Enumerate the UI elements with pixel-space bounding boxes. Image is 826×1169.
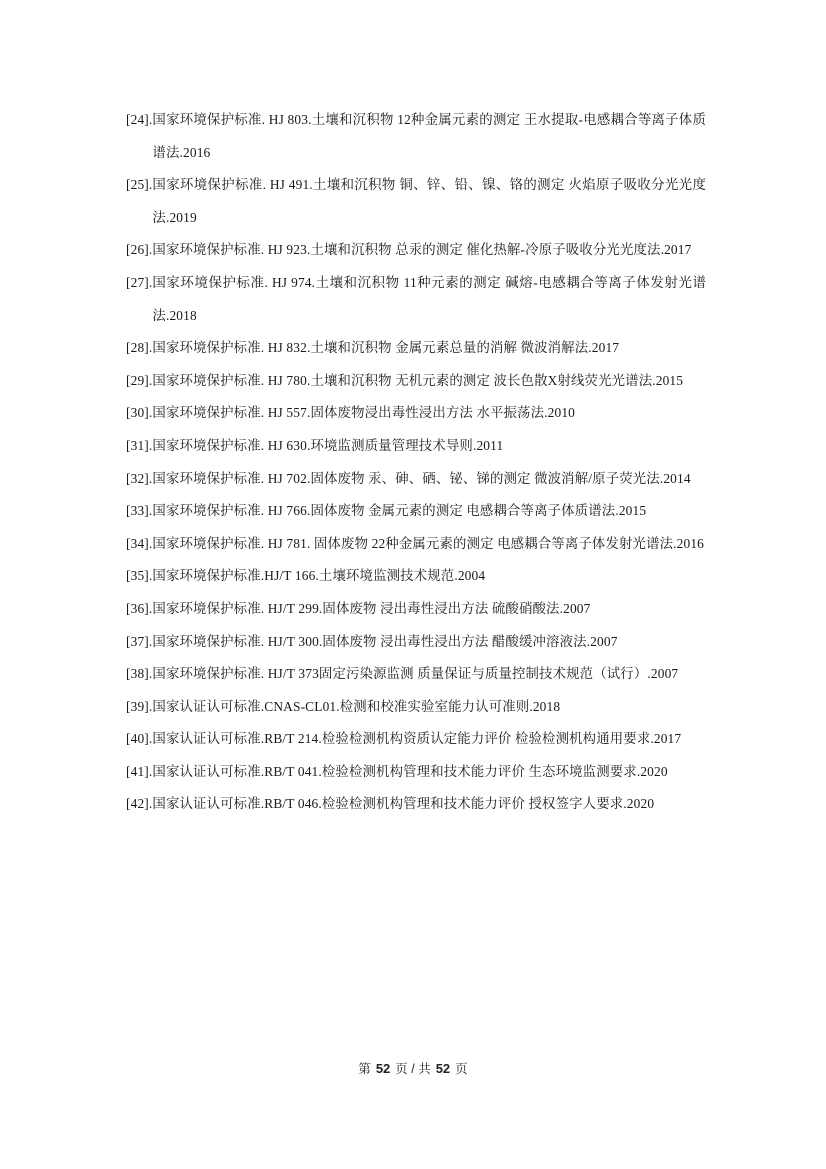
reference-number: [27]. bbox=[126, 274, 153, 290]
reference-item bbox=[126, 626, 706, 659]
reference-number: [26]. bbox=[126, 242, 153, 258]
reference-item bbox=[126, 365, 706, 398]
reference-number: [41]. bbox=[126, 763, 153, 779]
reference-text: 国家环境保护标准. HJ/T 300.固体废物 浸出毒性浸出方法 醋酸缓冲溶液法.2007 bbox=[152, 633, 618, 649]
reference-list bbox=[126, 104, 706, 821]
reference-text: 国家环境保护标准. HJ 557.固体废物浸出毒性浸出方法 水平振荡法.2010 bbox=[152, 405, 576, 421]
reference-text: 国家认证认可标准.CNAS-CL01.检测和校准实验室能力认可准则.2018 bbox=[152, 698, 561, 714]
reference-item bbox=[126, 691, 706, 724]
reference-item bbox=[126, 332, 706, 365]
reference-number: [24]. bbox=[126, 112, 153, 127]
reference-number: [31]. bbox=[126, 437, 153, 453]
reference-item bbox=[126, 560, 706, 593]
reference-text: 国家环境保护标准. HJ 766.固体废物 金属元素的测定 电感耦合等离子体质谱法.2015 bbox=[152, 503, 647, 519]
reference-item bbox=[126, 756, 706, 789]
reference-number: [36]. bbox=[126, 600, 153, 616]
reference-number: [42]. bbox=[126, 796, 153, 812]
footer-suffix: 页 bbox=[455, 1062, 468, 1076]
reference-text: 国家环境保护标准. HJ 491.土壤和沉积物 铜、锌、铅、镍、铬的测定 火焰原子吸收分光光度法.2019 bbox=[152, 177, 706, 225]
reference-number: [37]. bbox=[126, 633, 153, 649]
reference-text: 国家环境保护标准. HJ 923.土壤和沉积物 总汞的测定 催化热解-冷原子吸收分光光度法.2017 bbox=[152, 242, 692, 258]
page-footer bbox=[0, 1059, 826, 1077]
reference-item bbox=[126, 593, 706, 626]
reference-item bbox=[126, 267, 706, 332]
reference-item bbox=[126, 234, 706, 267]
footer-middle: 页 / 共 bbox=[395, 1062, 431, 1076]
reference-item bbox=[126, 104, 706, 169]
total-page-count: 52 bbox=[435, 1061, 451, 1076]
reference-item bbox=[126, 658, 706, 691]
reference-text: 国家环境保护标准.HJ/T 166.土壤环境监测技术规范.2004 bbox=[152, 568, 486, 584]
footer-prefix: 第 bbox=[358, 1062, 371, 1076]
reference-number: [25]. bbox=[126, 177, 153, 193]
reference-text: 国家环境保护标准. HJ/T 299.固体废物 浸出毒性浸出方法 硫酸硝酸法.2007 bbox=[152, 600, 591, 616]
reference-number: [30]. bbox=[126, 405, 153, 421]
reference-text: 国家认证认可标准.RB/T 041.检验检测机构管理和技术能力评价 生态环境监测要求.2020 bbox=[152, 763, 668, 779]
reference-item bbox=[126, 495, 706, 528]
reference-text: 国家环境保护标准. HJ 780.土壤和沉积物 无机元素的测定 波长色散X射线荧光光谱法.2015 bbox=[152, 372, 684, 388]
reference-number: [38]. bbox=[126, 666, 153, 682]
reference-text: 国家环境保护标准. HJ 702.固体废物 汞、砷、硒、铋、锑的测定 微波消解/原子荧光法.2014 bbox=[152, 470, 691, 486]
reference-number: [29]. bbox=[126, 372, 153, 388]
reference-number: [34]. bbox=[126, 535, 153, 551]
reference-text: 国家认证认可标准.RB/T 214.检验检测机构资质认定能力评价 检验检测机构通用要求.2017 bbox=[152, 731, 682, 747]
reference-number: [39]. bbox=[126, 698, 153, 714]
reference-item bbox=[126, 463, 706, 496]
reference-item bbox=[126, 723, 706, 756]
reference-text: 国家环境保护标准. HJ 781. 固体废物 22种金属元素的测定 电感耦合等离子体发射光谱法.2016 bbox=[152, 535, 705, 551]
reference-item bbox=[126, 169, 706, 234]
reference-text: 国家环境保护标准. HJ 974.土壤和沉积物 11种元素的测定 碱熔-电感耦合等离子体发射光谱法.2018 bbox=[152, 274, 706, 323]
reference-text: 国家认证认可标准.RB/T 046.检验检测机构管理和技术能力评价 授权签字人要求.2020 bbox=[152, 796, 655, 812]
reference-text: 国家环境保护标准. HJ 803.土壤和沉积物 12种金属元素的测定 王水提取-电感耦合等离子体质谱法.2016 bbox=[152, 112, 706, 160]
reference-text: 国家环境保护标准. HJ 832.土壤和沉积物 金属元素总量的消解 微波消解法.2017 bbox=[152, 340, 620, 356]
reference-item bbox=[126, 528, 706, 561]
current-page-number: 52 bbox=[375, 1061, 391, 1076]
reference-text: 国家环境保护标准. HJ/T 373固定污染源监测 质量保证与质量控制技术规范（试行）.2007 bbox=[152, 666, 679, 682]
reference-item bbox=[126, 788, 706, 821]
reference-number: [40]. bbox=[126, 731, 153, 747]
reference-number: [28]. bbox=[126, 340, 153, 356]
reference-number: [32]. bbox=[126, 470, 153, 486]
reference-item bbox=[126, 397, 706, 430]
reference-item bbox=[126, 430, 706, 463]
reference-text: 国家环境保护标准. HJ 630.环境监测质量管理技术导则.2011 bbox=[152, 437, 504, 453]
reference-number: [35]. bbox=[126, 568, 153, 584]
reference-number: [33]. bbox=[126, 503, 153, 519]
